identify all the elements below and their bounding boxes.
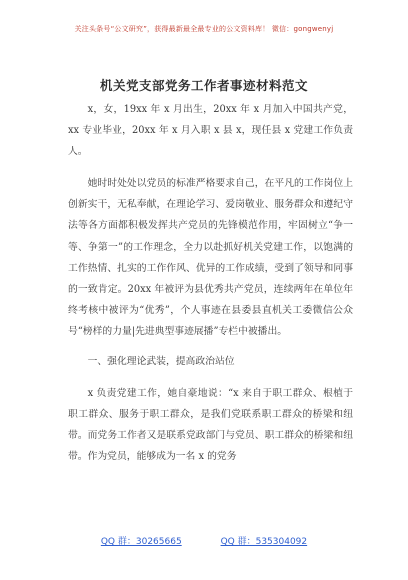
paragraph-party-work: x 负责党建工作，她自豪地说：“x 来自于职工群众、根植于职工群众、服务于职工群众，是我们党联系职工群众的桥梁和纽带。而党务工作者又是联系党政部门与党员、职工群众的桥梁和纽带。作为党员，能够成为一名 x 的党务: [68, 388, 353, 463]
footer-qq-groups: [0, 534, 408, 547]
qq-group-link-1[interactable]: QQ 群：30265665: [100, 537, 182, 547]
paragraph-intro: x，女，19xx 年 x 月出生，20xx 年 x 月加入中国共产党，xx 专业毕业，20xx 年 x 月入职 x 县 x，现任县 x 党建工作负责人。: [68, 104, 353, 158]
header-note: 关注头条号“公文研究”，获得最新最全最专业的公文资料库！ 微信：gongwenyj: [74, 25, 334, 33]
document-body: [68, 99, 353, 468]
qq-group-link-2[interactable]: QQ 群：535304092: [220, 537, 308, 547]
paragraph-achievements: 她时时处处以党员的标准严格要求自己，在平凡的工作岗位上创新实干，无私奉献，在理论学习、爱岗敬业、服务群众和遵纪守法等各方面都积极发挥共产党员的先锋模范作用，牢固树立“争一等、争第一”的工作理念，全力以赴抓好机关党建工作，以饱满的工作热情、扎实的工作作风、优异的工作成绩，受到了领导和同事的一致肯定。20xx 年被评为县优秀共产党员，连续两年在单位年终考核中被评为“优秀”，个人事迹在县委县直机关工委微信公众号“榜样的力量|先进典型事迹展播”专栏中被播出。: [68, 178, 353, 337]
page-title: 机关党支部党务工作者事迹材料范文: [99, 78, 308, 93]
section-heading: 一、强化理论武装，提高政治站位: [87, 356, 235, 368]
